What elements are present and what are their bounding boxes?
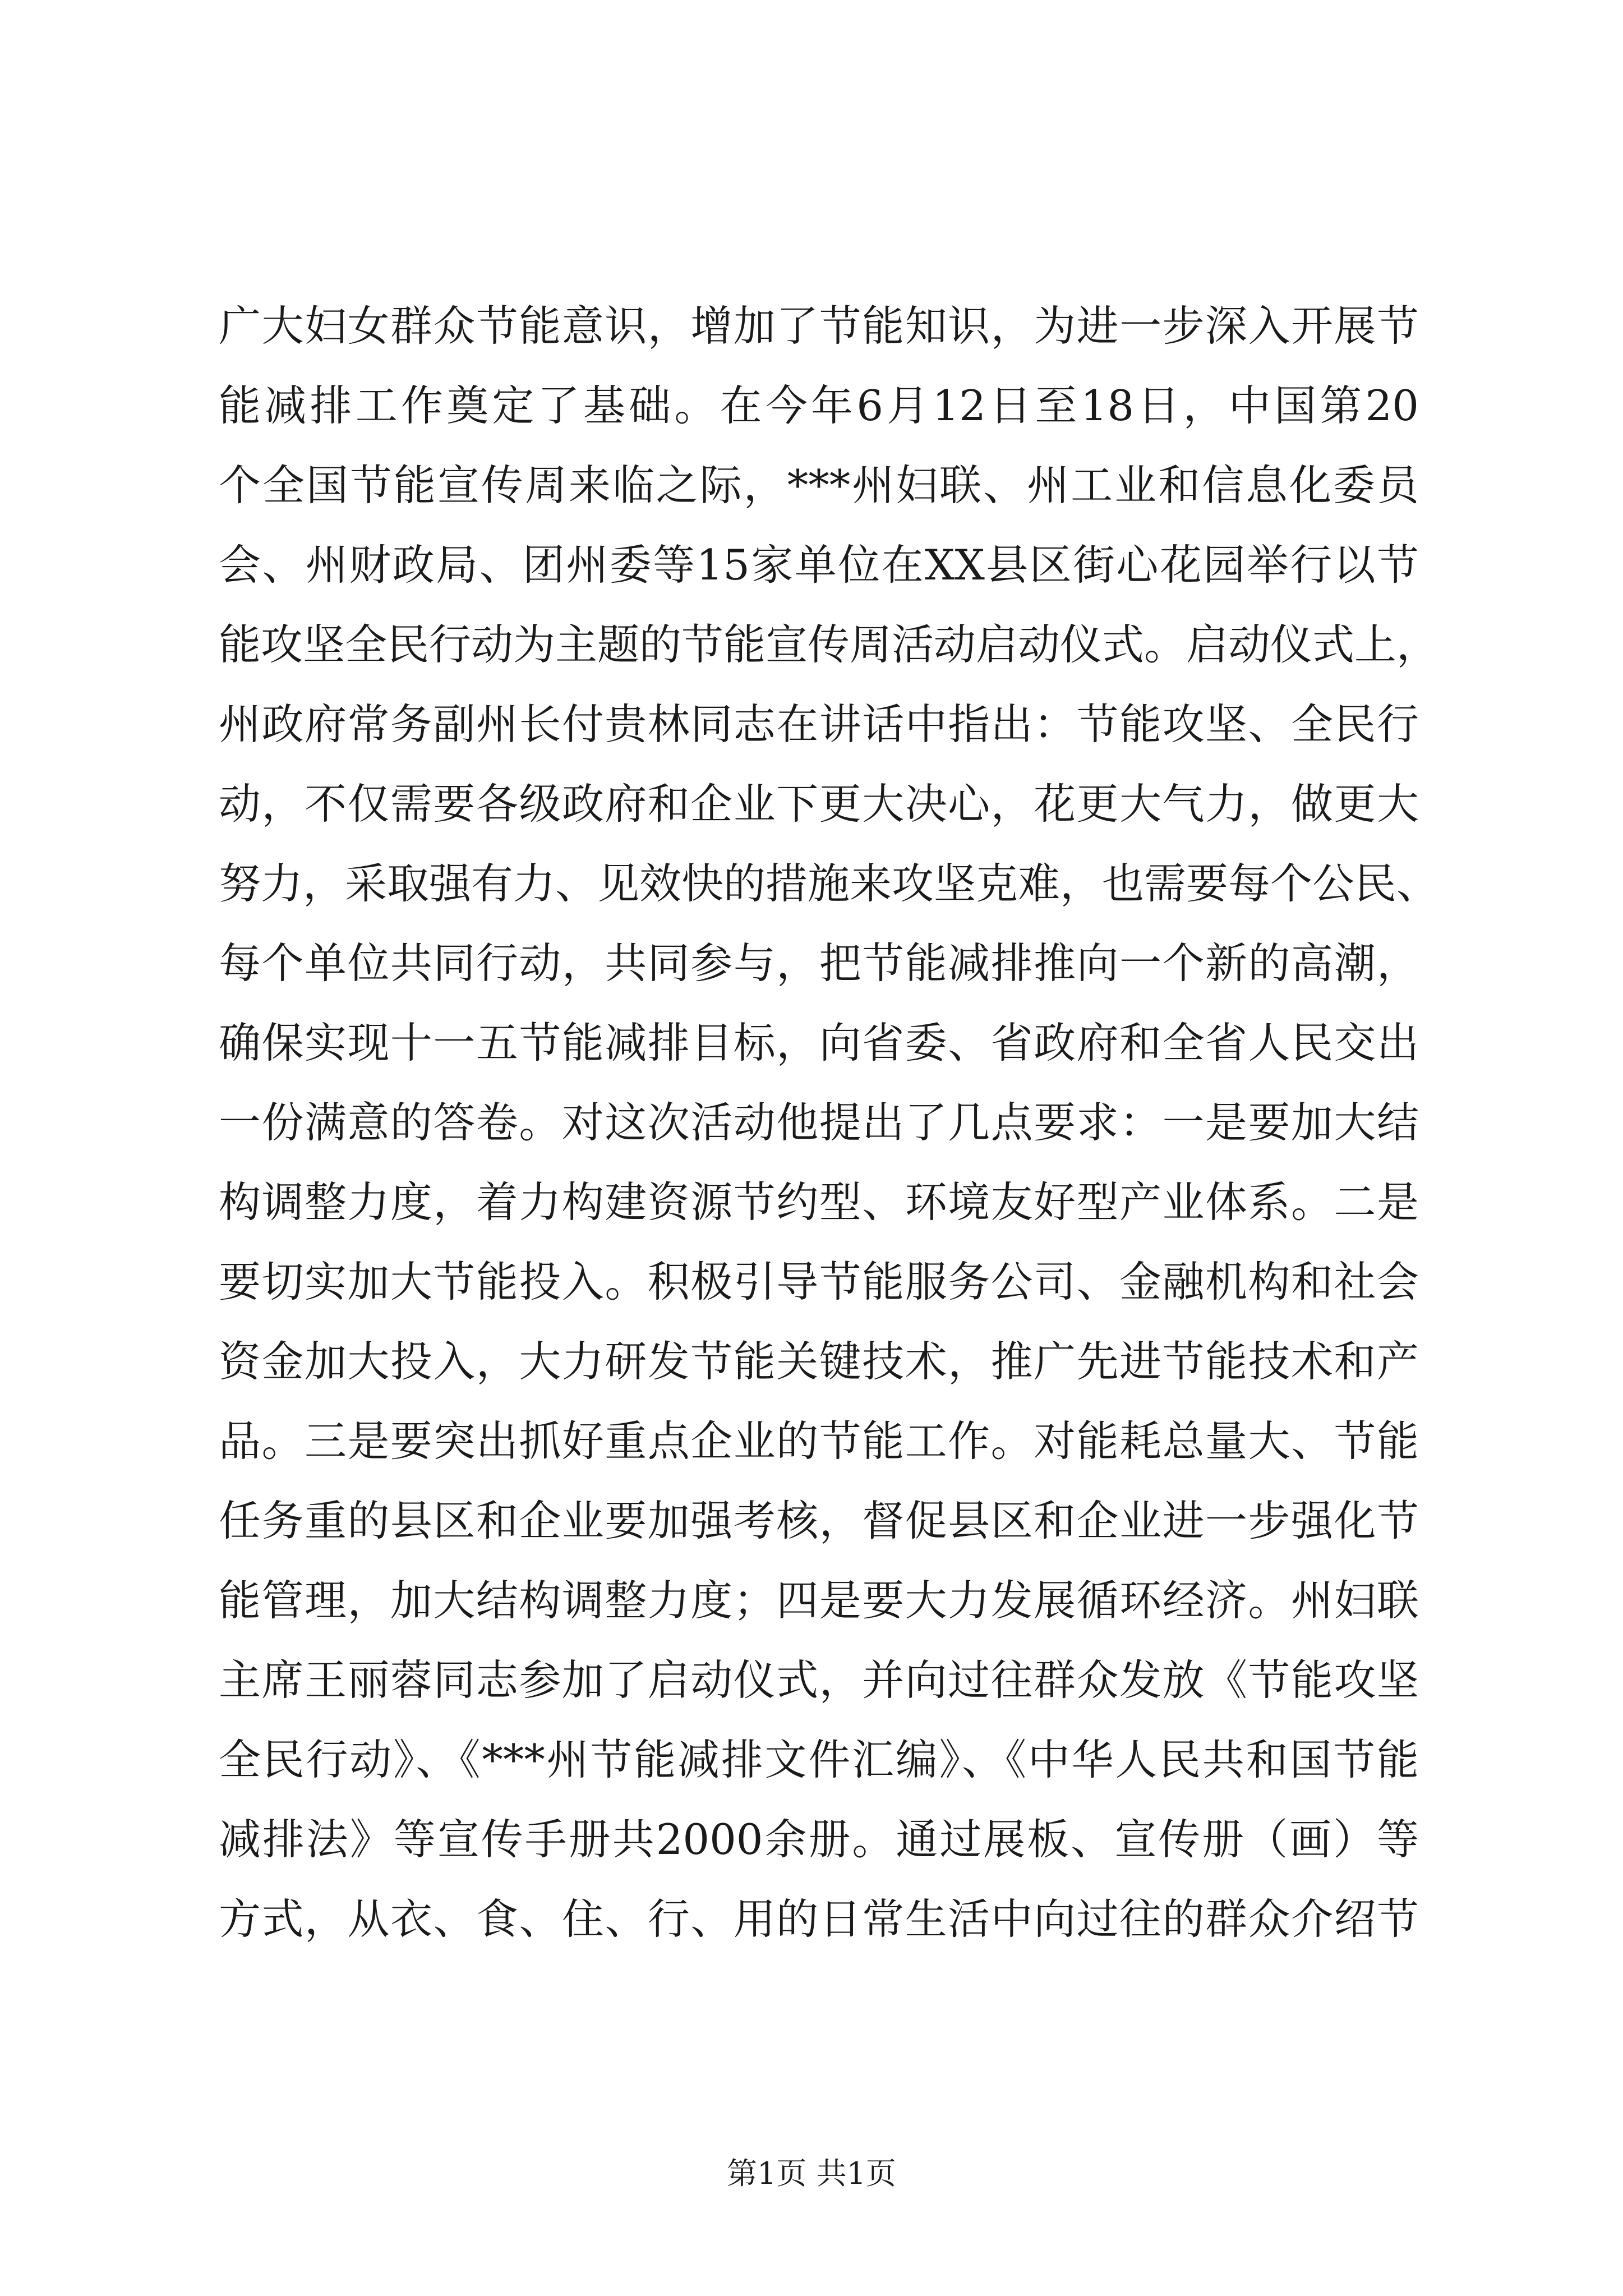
- text-line: 要切实加大节能投入。积极引导节能服务公司、金融机构和社会: [219, 1257, 1419, 1306]
- text-line: 动，不仅需要各级政府和企业下更大决心，花更大气力，做更大: [219, 779, 1419, 829]
- text-line: 能攻坚全民行动为主题的节能宣传周活动启动仪式。启动仪式上，: [219, 620, 1439, 669]
- text-line: 品。三是要突出抓好重点企业的节能工作。对能耗总量大、节能: [219, 1416, 1419, 1466]
- text-line: 资金加大投入，大力研发节能关键技术，推广先进节能技术和产: [219, 1337, 1419, 1386]
- text-line: 一份满意的答卷。对这次活动他提出了几点要求：一是要加大结: [219, 1098, 1419, 1147]
- text-line: 减排法》等宣传手册共2000余册。通过展板、宣传册（画）等: [219, 1815, 1419, 1864]
- text-line: 全民行动》、《***州节能减排文件汇编》、《中华人民共和国节能: [219, 1735, 1419, 1784]
- text-line: 方式，从衣、食、住、行、用的日常生活中向过往的群众介绍节: [219, 1894, 1419, 1944]
- text-line: 能管理，加大结构调整力度；四是要大力发展循环经济。州妇联: [219, 1576, 1419, 1625]
- text-line: 每个单位共同行动，共同参与，把节能减排推向一个新的高潮，: [219, 938, 1419, 988]
- page-footer: [0, 2151, 1623, 2196]
- text-line: 会、州财政局、团州委等15家单位在XX县区街心花园举行以节: [219, 540, 1419, 590]
- text-line: 个全国节能宣传周来临之际，***州妇联、州工业和信息化委员: [219, 461, 1419, 510]
- text-line: 州政府常务副州长付贵林同志在讲话中指出：节能攻坚、全民行: [219, 700, 1419, 749]
- text-line: 努力，采取强有力、见效快的措施来攻坚克难，也需要每个公民、: [219, 859, 1439, 908]
- text-line: 能减排工作奠定了基础。在今年6月12日至18日，中国第20: [219, 381, 1419, 430]
- text-line: 主席王丽蓉同志参加了启动仪式，并向过往群众发放《节能攻坚: [219, 1655, 1419, 1705]
- text-line: 构调整力度，着力构建资源节约型、环境友好型产业体系。二是: [219, 1177, 1419, 1227]
- body-text: [219, 286, 1439, 1959]
- text-line: 确保实现十一五节能减排目标，向省委、省政府和全省人民交出: [219, 1018, 1419, 1068]
- text-line: 广大妇女群众节能意识，增加了节能知识，为进一步深入开展节: [219, 301, 1419, 351]
- page-number-label: 第1页 共1页: [727, 2156, 896, 2191]
- text-line: 任务重的县区和企业要加强考核，督促县区和企业进一步强化节: [219, 1496, 1419, 1545]
